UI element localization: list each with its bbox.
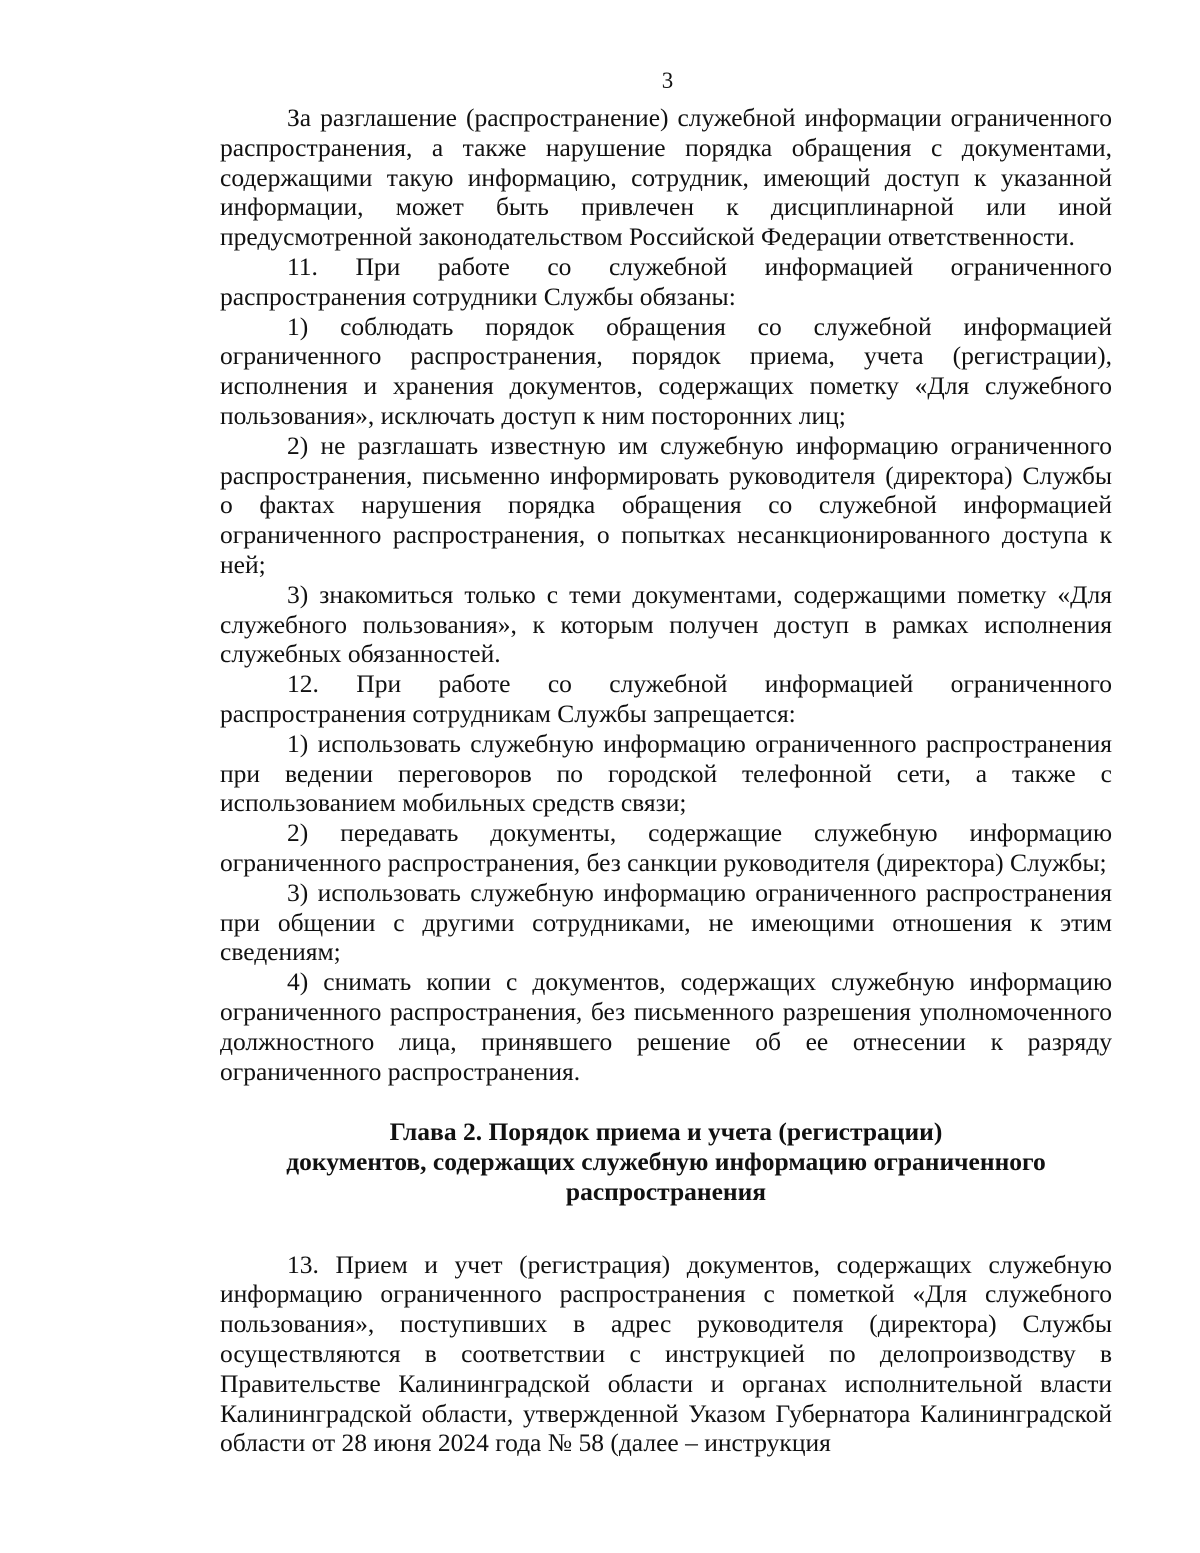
paragraph-11-item-1: 1) соблюдать порядок обращения со служебной информацией ограниченного распространения, порядок приема, учета (регистрации), исполнения и хранения документов, содержащих пометку «Для служебного пользования», исключать доступ к ним посторонних лиц; xyxy=(220,311,1112,430)
chapter-heading-line-3: распространения xyxy=(565,1176,767,1206)
chapter-heading-line-2: документов, содержащих служебную информацию ограниченного xyxy=(286,1147,1046,1177)
page-number: 3 xyxy=(661,68,674,93)
paragraph-13: 13. Прием и учет (регистрация) документов, содержащих служебную информацию ограниченного распространения с пометкой «Для служебного пользования», поступивших в адрес руководителя (директора) Службы осуществляются в соответствии с инструкцией по делопроизводству в Правительстве Калининградской области и органах исполнительной власти Калининградской области, утвержденной Указом Губернатора Калининградской области от 28 июня 2024 года № 58 (далее – инструкция xyxy=(220,1249,1112,1458)
paragraph-11-intro: 11. При работе со служебной информацией ограниченного распространения сотрудники Службы обязаны: xyxy=(220,251,1112,311)
paragraph-12-item-4: 4) снимать копии с документов, содержащих служебную информацию ограниченного распространения, без письменного разрешения уполномоченного должностного лица, принявшего решение об ее отнесении к разряду ограниченного распространения. xyxy=(220,967,1112,1086)
paragraph-liability: За разглашение (распространение) служебной информации ограниченного распространения, а также нарушение порядка обращения с документами, содержащими такую информацию, сотрудник, имеющий доступ к указанной информации, может быть привлечен к дисциплинарной или иной предусмотренной законодательством Российской Федерации ответственности. xyxy=(220,103,1112,252)
chapter-heading xyxy=(220,1117,1112,1206)
paragraph-12-item-2: 2) передавать документы, содержащие служебную информацию ограниченного распространения, без санкции руководителя (директора) Службы; xyxy=(220,818,1112,877)
chapter-heading-line-1: Глава 2. Порядок приема и учета (регистрации) xyxy=(389,1117,943,1147)
paragraph-12-item-3: 3) использовать служебную информацию ограниченного распространения при общении с другими сотрудниками, не имеющими отношения к этим сведениям; xyxy=(220,877,1112,967)
paragraph-11-item-3: 3) знакомиться только с теми документами, содержащими пометку «Для служебного пользования», к которым получен доступ в рамках исполнения служебных обязанностей. xyxy=(220,579,1112,669)
paragraph-12-intro: 12. При работе со служебной информацией ограниченного распространения сотрудникам Службы запрещается: xyxy=(220,669,1112,728)
paragraph-12-item-1: 1) использовать служебную информацию ограниченного распространения при ведении переговоров по городской телефонной сети, а также с использованием мобильных средств связи; xyxy=(220,728,1112,818)
document-body xyxy=(220,103,1112,1458)
paragraph-11-item-2: 2) не разглашать известную им служебную информацию ограниченного распространения, письменно информировать руководителя (директора) Службы о фактах нарушения порядка обращения со служебной информацией ограниченного распространения, о попытках несанкционированного доступа к ней; xyxy=(220,430,1112,579)
